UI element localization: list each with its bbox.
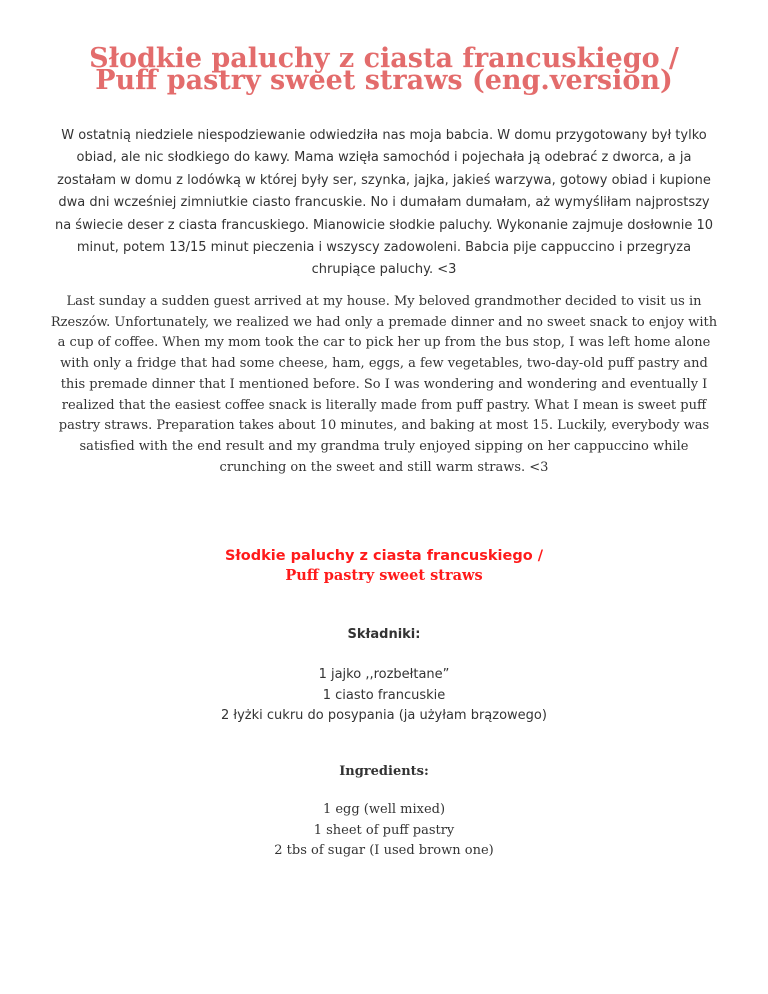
ingredient-item: 1 sheet of puff pastry xyxy=(313,822,455,838)
ingredient-item: 2 tbs of sugar (I used brown one) xyxy=(274,843,494,858)
ingredient-item: 1 ciasto francuskie xyxy=(322,687,446,703)
recipe-title xyxy=(0,546,768,586)
ingredient-item: 1 jajko ,,rozbełtane” xyxy=(318,667,450,682)
ingredients-heading-polish: Składniki: xyxy=(347,627,421,642)
recipe-title-line-1: Słodkie paluchy z ciasta francuskiego / xyxy=(224,548,544,564)
ingredients-list-english xyxy=(0,800,768,862)
ingredients-list-polish xyxy=(0,665,768,727)
ingredients-heading-english: Ingredients: xyxy=(339,764,429,779)
ingredient-item: 1 egg (well mixed) xyxy=(322,802,446,817)
recipe-title-line-2: Puff pastry sweet straws xyxy=(285,567,483,584)
intro-paragraph-polish: W ostatnią niedziele niespodziewanie odwiedziła nas moja babcia. W domu przygotowany był tylko obiad, ale nic słodkiego do kawy. Mama wzięła samochód i pojechała ją odebrać z dworca, a ja zostałam w domu z lodówką w której były ser, szynka, jajka, jakieś warzywa, gotowy obiad i kupione dwa dni wcześniej zimniutkie ciasto francuskie. No i dumałam dumałam, aż wymyśliłam najprostszy na świecie deser z ciasta francuskiego. Mianowicie słodkie paluchy. Wykonanie zajmuje dosłownie 10 minut, potem 13/15 minut pieczenia i wszyscy zadowoleni. Babcia pije cappuccino i przegryza chrupiące paluchy. <3 xyxy=(54,128,714,278)
post-title-line-2: Puff pastry sweet straws (eng.version) xyxy=(95,65,673,96)
post-title-line-1: Słodkie paluchy z ciasta francuskiego / xyxy=(89,43,679,74)
ingredient-item: 2 łyżki cukru do posypania (ja użyłam brązowego) xyxy=(221,708,547,723)
intro-paragraph-english: Last sunday a sudden guest arrived at my house. My beloved grandmother decided to visit us in Rzeszów. Unfortunately, we realized we had only a premade dinner and no sweet snack to enjoy with a cup of coffee. When my mom took the car to pick her up from the bus stop, I was left home alone with only a fridge that had some cheese, ham, eggs, a few vegetables, two-day-old puff pastry and this premade dinner that I mentioned before. So I was wondering and wondering and eventually I realized that the easiest coffee snack is literally made from puff pastry. What I mean is sweet puff pastry straws. Preparation takes about 10 minutes, and baking at most 15. Luckily, everybody was satisfied with the end result and my grandma truly enjoyed sipping on her cappuccino while crunching on the sweet and still warm straws. <3 xyxy=(50,294,718,475)
post-title xyxy=(0,43,768,96)
